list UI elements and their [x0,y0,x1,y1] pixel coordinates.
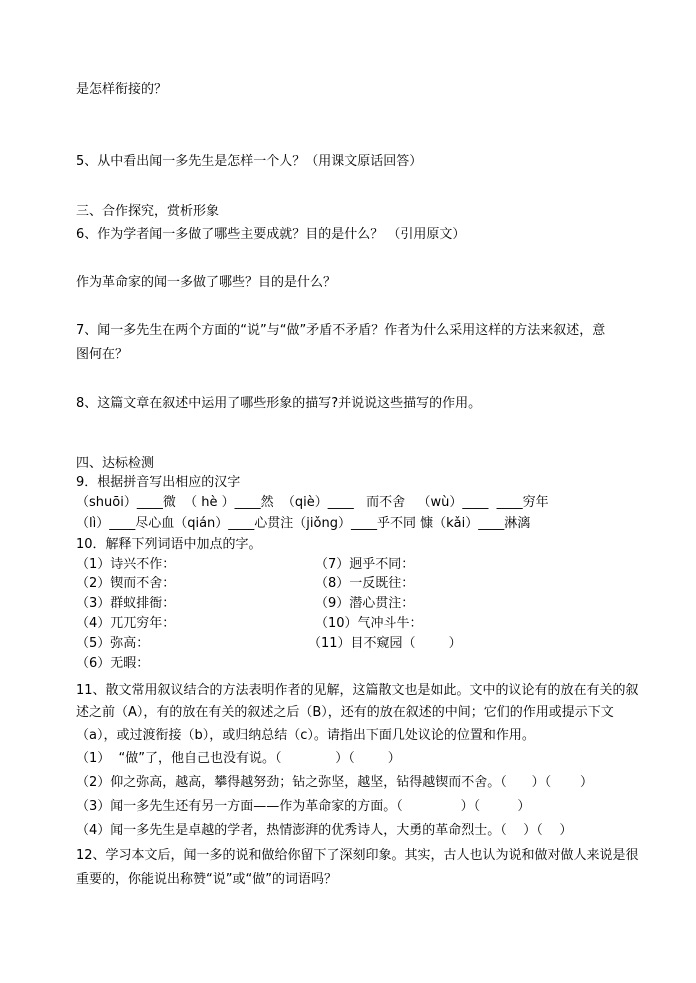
term-9: （9）潜心贯注： [315,596,415,611]
pinyin-row-1: （shuōi）____微 （ hè ）____然 （qiè）____ 而不舍 （wù）____ ____穷年 [76,495,549,510]
term-6: （6）无暇： [76,656,150,671]
question-11-line-1: 11、散文常用叙议结合的方法表明作者的见解，这篇散文也是如此。文中的议论有的放在有关的叙 [76,683,639,698]
term-4: （4）兀兀穷年： [76,616,176,631]
pinyin-row-2: （lì）____尽心血（qián）____心贯注（jiǒng）____乎不同 慷（kǎi）____淋漓 [76,516,531,531]
question-12-line-2: 重要的，你能说出称赞“说”或“做”的词语吗？ [76,872,337,887]
question-7-line-2: 图何在？ [76,347,129,362]
question-11-item-1: （1） “做”了，他自己也没有说。（ ）（ ） [76,751,401,766]
question-11-item-2: （2）仰之弥高，越高，攀得越努劲；钻之弥坚，越坚，钻得越锲而不舍。（ ）（ ） [76,775,593,790]
question-8: 8、这篇文章在叙述中运用了哪些形象的描写?并说说这些描写的作用。 [76,396,482,411]
term-10: （10）气冲斗牛： [315,616,423,631]
term-5: （5）弥高： [76,636,150,651]
term-11: （11）目不窥园（ ） [308,636,462,651]
term-7: （7）迥乎不同： [315,557,415,572]
term-3: （3）群蚁排衙： [76,596,176,611]
question-7-line-1: 7、闻一多先生在两个方面的“说”与“做”矛盾不矛盾？作者为什么采用这样的方法来叙述，意 [76,323,606,338]
question-12-line-1: 12、学习本文后，闻一多的说和做给你留下了深刻印象。其实，古人也认为说和做对做人来说是很 [76,848,639,863]
question-9: 9．根据拼音写出相应的汉字 [76,475,241,490]
section-3-heading: 三、合作探究，赏析形象 [76,204,220,219]
question-11-item-3: （3）闻一多先生还有另一方面——作为革命家的方面。（ ）（ ） [76,799,531,814]
question-6-part-2: 作为革命家的闻一多做了哪些？目的是什么？ [76,275,337,290]
question-4-continuation: 是怎样衔接的？ [76,82,168,97]
section-4-heading: 四、达标检测 [76,456,155,471]
term-1: （1）诗兴不作： [76,557,176,572]
question-11-line-2: 述之前（A），有的放在有关的叙述之后（B），还有的放在叙述的中间；它们的作用或提示下文 [76,705,614,720]
question-11-line-3: （a），或过渡衔接（b），或归纳总结（c）。请指出下面几处议论的位置和作用。 [76,728,535,743]
term-2: （2）锲而不舍： [76,576,176,591]
question-10: 10．解释下列词语中加点的字。 [76,537,262,552]
term-8: （8）一反既往： [315,576,415,591]
question-6: 6、作为学者闻一多做了哪些主要成就？目的是什么？ （引用原文） [76,227,466,242]
question-5: 5、从中看出闻一多先生是怎样一个人？（用课文原话回答） [76,154,423,169]
question-11-item-4: （4）闻一多先生是卓越的学者，热情澎湃的优秀诗人，大勇的革命烈士。（ ）（ ） [76,823,573,838]
